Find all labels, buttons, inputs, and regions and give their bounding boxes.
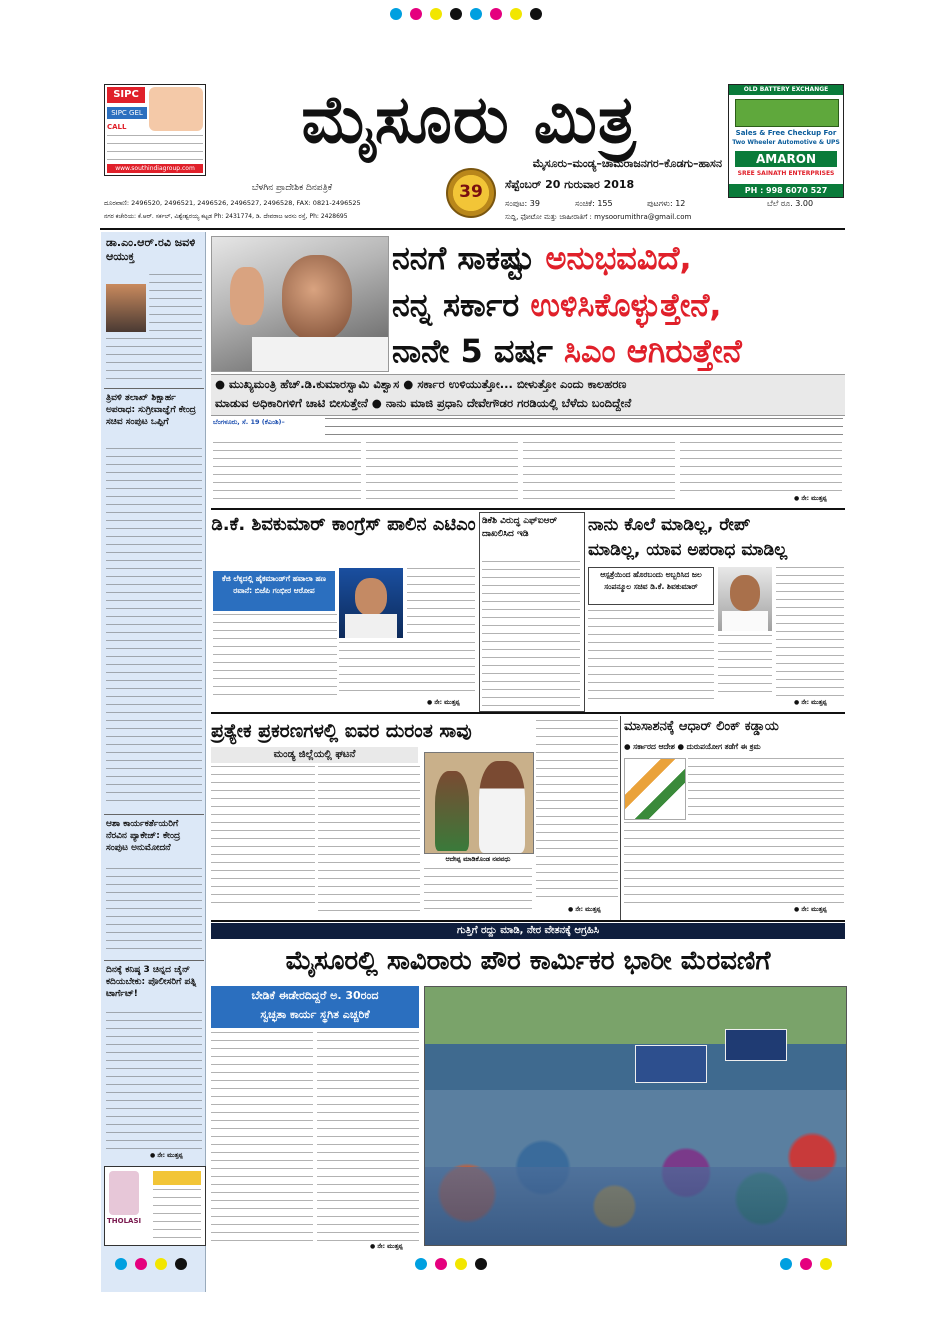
tholasi-logo [109,1171,139,1215]
lead-body-col1 [213,442,361,504]
death-byline: ● ನೇ: ಮುತ್ತಪ್ಪ [568,906,601,913]
protest-placard [725,1029,787,1061]
fir-box [479,512,585,712]
death-headline[interactable]: ಪ್ರತ್ಯೇಕ ಪ್ರಕರಣಗಳಲ್ಲಿ ಐವರ ದುರಂತ ಸಾವು [211,720,472,742]
left-divider [104,814,204,815]
phones-line: ದೂರವಾಣಿ: 2496520, 2496521, 2496526, 2496527, 2496528, FAX: 0821-2496525 [104,199,361,207]
lead-strap-line1: ● ಮುಖ್ಯಮಂತ್ರಿ ಹೆಚ್.ಡಿ.ಕುಮಾರಸ್ವಾಮಿ ವಿಶ್ವಾಸ ● ಸರ್ಕಾರ ಉಳಿಯುತ್ತೋ... ಬೀಳುತ್ತೋ ಎಂದು ಕಾಲಹರಣ [215,377,627,391]
left-story4-title[interactable]: ದಿನಕ್ಕೆ ಕನಿಷ್ಠ 3 ಚಿನ್ನದ ಚೈನ್ ಕದಿಯಬೇಕು: ಪೊಲೀಸರಿಗೆ ಪತ್ನಿ ಟಾರ್ಗೆಟ್! [106,965,197,999]
ad-right-top: OLD BATTERY EXCHANGE [729,85,843,95]
dk-body-left [213,614,337,696]
left-story1-photo [106,284,146,332]
fir-body [482,561,580,707]
dks-shirt [722,611,768,631]
section-rule [211,712,845,714]
death-body-col1 [211,766,315,908]
address-line: ನಗರ ಕಚೇರಿಯ: ಕೆ.ಆರ್. ಸರ್ಕಲ್, ವಿಶ್ವೇಶ್ವರಯ್ಯ ಕಟ್ಟಡ Ph: 2431774, ಡಿ. ದೇವರಾಜ ಅರಸು ರಸ್ತೆ, Ph: 2428695 [104,213,348,220]
white-shirt [252,337,388,372]
ad-right-phone: PH : 998 6070 527 [729,184,843,197]
ad-left-sub: SIPC GEL [107,107,147,119]
lead-strap [211,374,845,416]
portrait-face [282,255,352,341]
ad-left-sipc[interactable] [104,84,206,176]
dk-headline[interactable]: ಡಿ.ಕೆ. ಶಿವಕುಮಾರ್ ಕಾಂಗ್ರೆಸ್ ಪಾಲಿನ ಎಟಿಎಂ [211,514,476,535]
fir-kicker[interactable]: ಡಿಕೆಶಿ ವಿರುದ್ಧ ಎಫ್‌ಐಆರ್ ದಾಖಲಿಸಿದ ಇಡಿ [482,516,558,539]
dk-photo-spokesman [339,568,403,638]
left-story2-body [106,448,202,808]
lead-headline-2a: ನನ್ನ ಸರ್ಕಾರ [392,286,531,324]
left-story3-title[interactable]: ಆಶಾ ಕಾರ್ಯಕರ್ತೆಯರಿಗೆ ನೆರವಿನ ಪ್ಯಾಕೇಜ್: ಕೇಂದ್ರ ಸಂಪುಟ ಅನುಮೋದನೆ [106,819,181,853]
lead-strap-line2: ಮಾಡುವ ಅಧಿಕಾರಿಗಳಿಗೆ ಚಾಟಿ ಬೀಸುತ್ತೇನೆ ● ನಾನು ಮಾಜಿ ಪ್ರಧಾನಿ ದೇವೇಗೌಡರ ಗರಡಿಯಲ್ಲಿ ಬೆಳೆದು ಬಂದಿದ್ದೇನೆ [215,396,632,410]
left-story4-body [106,1012,202,1152]
rally-sub1: ಬೇಡಿಕೆ ಈಡೇರದಿದ್ದರೆ ಅ. 30ರಂದ [251,989,379,1002]
section-rule [211,920,845,922]
lead-body-col2 [366,442,518,504]
lead-headline-line1[interactable] [392,236,844,280]
left-story2-title[interactable]: ತ್ರಿವಳಿ ತಲಾಖ್ ಶಿಕ್ಷಾರ್ಹ ಅಪರಾಧ: ಸುಗ್ರೀವಾಜ್ಞೆಗೆ ಕೇಂದ್ರ ಸಚಿವ ಸಂಪುಟ ಒಪ್ಪಿಗೆ [106,393,196,427]
ad-left-details [107,135,203,161]
masthead-tagline: ಬೆಳಗಿನ ಪ್ರಾದೇಶಿಕ ದಿನಪತ್ರಿಕೆ [251,183,333,193]
pages: ಪುಟಗಳು: 12 [647,199,686,208]
lead-headline-1a: ನನಗೆ ಸಾಕಷ್ಟು [392,239,546,277]
anniversary-number: 39 [459,182,483,202]
left-divider [104,960,204,961]
battery-image [735,99,839,127]
lead-headline-1b: ಅನುಭವವಿದೆ, [545,239,692,277]
lead-headline-line3[interactable] [392,329,844,373]
lead-headline-line2[interactable] [392,283,844,327]
dk-kicker: ಕೆಜಿ ಲೆಕ್ಕದಲ್ಲಿ ಹೈಕಮಾಂಡ್‌ಗೆ ಹವಾಲಾ ಹಣ ರವಾನೆ: ಬಿಜೆಪಿ ಗಂಭೀರ ಆರೋಪ [213,571,335,611]
left-byline: ● ನೇ: ಮುತ್ತಪ್ಪ [150,1152,183,1159]
raised-hand [230,267,264,325]
lead-dateline: ಬೆಂಗಳೂರು, ಸೆ. 19 (ಕೆಎಂಶಿ)– [213,418,285,426]
innocent-kicker: ಆಸ್ಪತ್ರೆಯಿಂದ ಹೊರಬಂದು ಅಬ್ಬರಿಸಿದ ಜಲ ಸಂಪನ್ಮೂಲ ಸಚಿವ ಡಿ.ಕೆ. ಶಿವಕುಮಾರ್ [588,567,714,605]
ad-right-sales: Sales & Free Checkup For [735,129,837,137]
rally-kicker: ಗುತ್ತಿಗೆ ರದ್ದು ಮಾಡಿ, ನೇರ ವೇತನಕ್ಕೆ ಆಗ್ರಹಿಸಿ [456,925,600,936]
rally-subhead [211,986,419,1028]
ad-left-web: www.southindiagroup.com [107,164,203,173]
aadhaar-body-bottom [624,822,844,906]
rally-byline: ● ನೇ: ಮುತ್ತಪ್ಪ [370,1243,403,1250]
lead-intro-bold [325,418,843,438]
death-body-col3 [424,868,532,916]
innocent-headline-1[interactable]: ನಾನು ಕೊಲೆ ಮಾಡಿಲ್ಲ, ರೇಪ್ [588,515,751,535]
spokesman-face [355,578,387,616]
anniversary-badge [446,168,496,218]
dks-photo [718,567,772,631]
volume: ಸಂಪುಟ: 39 [505,199,540,208]
rally-sub2: ಸ್ವಚ್ಛತಾ ಕಾರ್ಯ ಸ್ಥಗಿತ ಎಚ್ಚರಿಕೆ [260,1008,370,1021]
left-story1-title[interactable]: ಡಾ.ಎಂ.ಆರ್.ರವಿ ಜವಳಿ ಆಯುಕ್ತ [106,236,196,263]
price: ಬೆಲೆ ರೂ. 3.00 [767,199,814,208]
aadhaar-kicker: ● ಸರ್ಕಾರದ ಆದೇಶ ● ದುರುಪಯೋಗ ತಡೆಗೆ ಈ ಕ್ರಮ [624,742,761,751]
rally-body-col2 [317,1032,419,1242]
lead-headline-3a: ನಾನೇ 5 ವರ್ಷ [392,332,564,370]
dk-byline: ● ನೇ: ಮುತ್ತಪ್ಪ [427,699,460,706]
crowd-foreground [425,1167,846,1245]
issue-info-bar [505,199,843,211]
groom-figure [479,761,525,853]
ad-tholasi[interactable] [104,1166,206,1246]
aadhaar-card-photo [624,758,686,820]
lead-body-col3 [523,442,675,504]
aadhaar-byline: ● ನೇ: ಮುತ್ತಪ್ಪ [794,906,827,913]
masthead-title: ಮೈಸೂರು ಮಿತ್ರ [301,81,637,158]
tholasi-details [153,1189,201,1239]
innocent-headline-2[interactable]: ಮಾಡಿಲ್ಲ, ಯಾವ ಅಪರಾಧ ಮಾಡಿಲ್ಲ [588,540,788,560]
death-kicker: ಮಂಡ್ಯ ಜಿಲ್ಲೆಯಲ್ಲಿ ಘಟನೆ [211,747,418,763]
rally-headline[interactable]: ಮೈಸೂರಲ್ಲಿ ಸಾವಿರಾರು ಪೌರ ಕಾರ್ಮಿಕರ ಭಾರೀ ಮೆರವಣಿಗೆ [285,946,771,976]
dk-body-mid [407,568,475,640]
rally-body-col1 [211,1032,313,1242]
lead-byline: ● ನೇ: ಮುತ್ತಪ್ಪ [794,495,827,502]
spokesman-shirt [345,614,397,638]
dk-body-bottom [339,642,475,696]
lead-body-col4 [680,442,842,496]
death-body-col4 [536,720,618,904]
protest-placard [635,1045,707,1083]
left-divider [104,388,204,389]
lead-photo [211,236,389,372]
aadhaar-body-top [688,758,844,818]
lead-headline-3b: ಸಿಎಂ ಆಗಿರುತ್ತೇನೆ [563,332,742,370]
rally-kicker-bar [211,923,845,939]
ad-right-dealer: SREE SAINATH ENTERPRISES [737,170,835,177]
innocent-body-right [776,567,844,699]
ad-bottom-brand: THOLASI [107,1217,142,1225]
masthead-subtitle: ಮೈಸೂರು–ಮಂಡ್ಯ–ಚಾಮರಾಜನಗರ–ಕೊಡಗು–ಹಾಸನ [532,157,722,170]
aadhaar-headline[interactable]: ಮಾಸಾಶನಕ್ಕೆ ಆಧಾರ್ ಲಿಂಕ್ ಕಡ್ಡಾಯ [624,719,779,734]
masthead-rule [100,228,845,230]
baby-photo [149,87,203,131]
dks-face [730,575,760,611]
issue: ಸಂಚಿಕೆ: 155 [575,199,613,208]
ad-right-brand: AMARON [735,151,837,167]
lead-headline-2b: ಉಳಿಸಿಕೊಳ್ಳುತ್ತೇನೆ, [530,286,722,324]
innocent-body-mid [718,635,772,699]
death-photos [424,752,534,854]
death-body-col2 [318,766,420,916]
innocent-body-left [588,610,714,700]
section-rule [211,508,845,510]
masthead-date: ಸೆಪ್ಟೆಂಬರ್ 20 ಗುರುವಾರ 2018 [505,178,635,191]
left-story3-body [106,868,202,956]
ad-right-amaron[interactable] [728,84,844,198]
death-caption: ಆದೇಪ್ಪ ಮಾಡಿಕೊಂಡ ನವವಧು [445,855,511,863]
rally-photo [424,986,847,1246]
innocent-byline: ● ನೇ: ಮುತ್ತಪ್ಪ [794,699,827,706]
ad-left-brand: SIPC [107,87,145,103]
email-line: ಸುದ್ದಿ, ಫೋಟೋ ಮತ್ತು ಜಾಹೀರಾತಿಗೆ : mysoorumithra@gmail.com [505,213,692,221]
ad-right-sales2: Two Wheeler Automotive & UPS [732,139,840,146]
bride-figure [435,771,469,851]
ad-left-call: CALL [107,123,127,131]
tholasi-price-tag [153,1171,201,1185]
